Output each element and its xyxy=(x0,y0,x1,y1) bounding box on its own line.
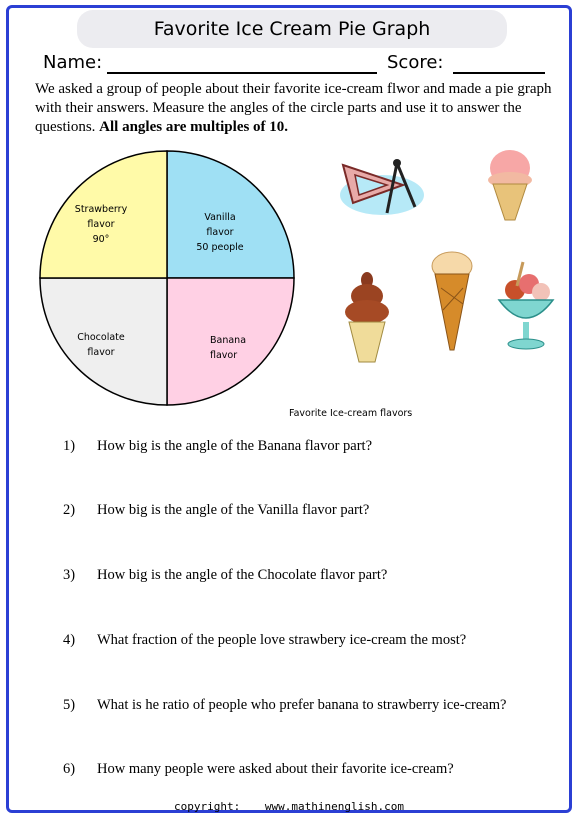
copyright-label: copyright: xyxy=(174,800,241,813)
score-label: Score: xyxy=(387,52,444,73)
name-blank[interactable] xyxy=(107,72,377,74)
pie-label-strawberry: Strawberry xyxy=(74,204,128,215)
question-text: What is he ratio of people who prefer banana to strawberry ice-cream? xyxy=(97,697,507,713)
strawberry-cone-icon xyxy=(485,146,535,226)
chocolate-cone-icon xyxy=(339,270,395,366)
intro-paragraph xyxy=(35,80,555,137)
question-number: 4) xyxy=(63,632,76,648)
question-number: 3) xyxy=(63,567,76,583)
name-score-row xyxy=(43,50,563,76)
footer xyxy=(9,800,569,813)
question-number: 1) xyxy=(63,438,76,454)
pie-chart xyxy=(33,144,303,414)
question-text: How big is the angle of the Banana flavor part? xyxy=(97,438,373,454)
question-text: How big is the angle of the Chocolate flavor part? xyxy=(97,567,388,583)
pie-label-chocolate: Chocolate xyxy=(77,332,125,343)
question-text: What fraction of the people love strawbery ice-cream the most? xyxy=(97,632,467,648)
intro-text: We asked a group of people about their favorite ice-cream flwor and made a pie graph with their answers. Measure the angles of the circle parts and use it to answer the questions. xyxy=(35,81,552,135)
question-2 xyxy=(63,502,563,522)
page-title xyxy=(77,10,507,48)
protractor-icon xyxy=(335,153,425,219)
pie-label-strawberry: flavor xyxy=(87,219,115,230)
question-3 xyxy=(63,567,563,587)
question-text: How many people were asked about their favorite ice-cream? xyxy=(97,761,454,777)
pie-label-vanilla: Vanilla xyxy=(204,212,236,223)
pie-label-banana: flavor xyxy=(210,350,238,361)
pie-label-vanilla: 50 people xyxy=(196,242,244,253)
question-5 xyxy=(63,697,563,717)
question-number: 6) xyxy=(63,761,76,777)
vanilla-cone-icon xyxy=(427,248,477,352)
pie-label-vanilla: flavor xyxy=(206,227,234,238)
name-label: Name: xyxy=(43,52,103,73)
worksheet-page xyxy=(6,5,572,813)
chart-caption: Favorite Ice-cream flavors xyxy=(289,408,413,419)
question-number: 2) xyxy=(63,502,76,518)
page-title-text: Favorite Ice Cream Pie Graph xyxy=(153,18,431,40)
question-number: 5) xyxy=(63,697,76,713)
pie-label-banana: Banana xyxy=(210,335,247,346)
sundae-icon xyxy=(493,260,559,354)
pie-label-strawberry: 90° xyxy=(92,234,110,245)
score-blank[interactable] xyxy=(453,72,545,74)
question-text: How big is the angle of the Vanilla flavor part? xyxy=(97,502,370,518)
intro-bold: All angles are multiples of 10. xyxy=(99,119,289,135)
pie-label-chocolate: flavor xyxy=(87,347,115,358)
question-6 xyxy=(63,761,563,781)
question-1 xyxy=(63,438,563,458)
website-link[interactable]: www.mathinenglish.com xyxy=(264,800,404,813)
question-4 xyxy=(63,632,563,652)
